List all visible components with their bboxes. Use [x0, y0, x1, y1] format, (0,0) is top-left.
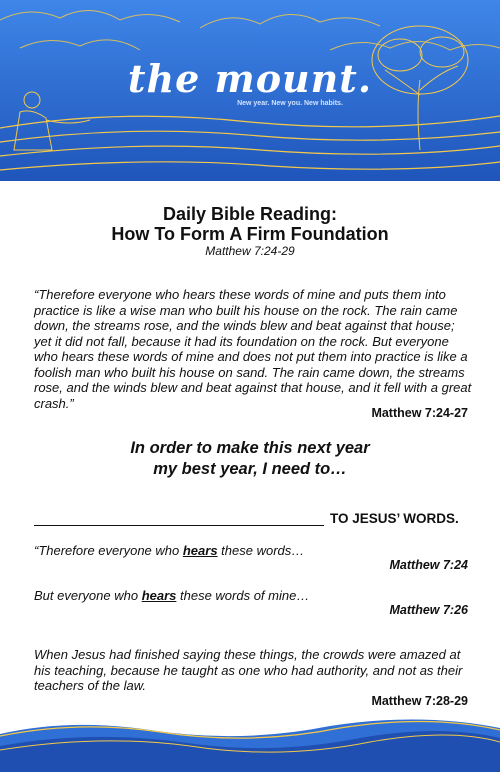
closing-text: When Jesus had finished saying these things, the crowds were amazed at his teaching, because he taught as one who had authority, and not as their teachers of the law.	[34, 647, 463, 693]
callout-line2: my best year, I need to…	[153, 460, 347, 478]
footer-wave	[0, 712, 500, 772]
passage-reference: Matthew 7:24-27	[371, 406, 468, 420]
page-title-line1: Daily Bible Reading:	[162, 204, 338, 224]
passage-text: “Therefore everyone who hears these words of mine and puts them into practice is like a wise man who built his house on the rock. The rain came down, the streams rose, and the winds blew and beat against that house; yet it did not fall, because it had its foundation on the rock. But everyone who hears these words of mine and does not put them into practice is like a foolish man who built his house on sand. The rain came down, the streams rose, and the winds blew and beat against that house, and it fell with a great crash.”	[34, 287, 472, 411]
footer-wave-illustration	[0, 712, 500, 772]
page-title-line2: How To Form A Firm Foundation	[111, 224, 389, 244]
fill-in-blank[interactable]	[34, 511, 324, 526]
fill-in-row	[34, 511, 459, 526]
title-reference: Matthew 7:24-29	[205, 244, 295, 258]
brand-tagline: New year. New you. New habits.	[237, 100, 343, 107]
verse-2-keyword: hears	[141, 588, 177, 603]
header-banner	[0, 0, 500, 181]
fill-in-suffix: TO JESUS’ WORDS.	[330, 511, 459, 526]
verse-1-text: “Therefore everyone who hears these words…	[34, 543, 305, 558]
closing-reference: Matthew 7:28-29	[371, 694, 468, 708]
verse-1-keyword: hears	[182, 543, 218, 558]
verse-2-text: But everyone who hears these words of mine…	[34, 588, 310, 603]
verse-2-reference: Matthew 7:26	[389, 603, 468, 617]
callout-line1: In order to make this next year	[130, 439, 370, 457]
verse-1-reference: Matthew 7:24	[389, 558, 468, 572]
brand-title: the mount.	[127, 56, 373, 101]
